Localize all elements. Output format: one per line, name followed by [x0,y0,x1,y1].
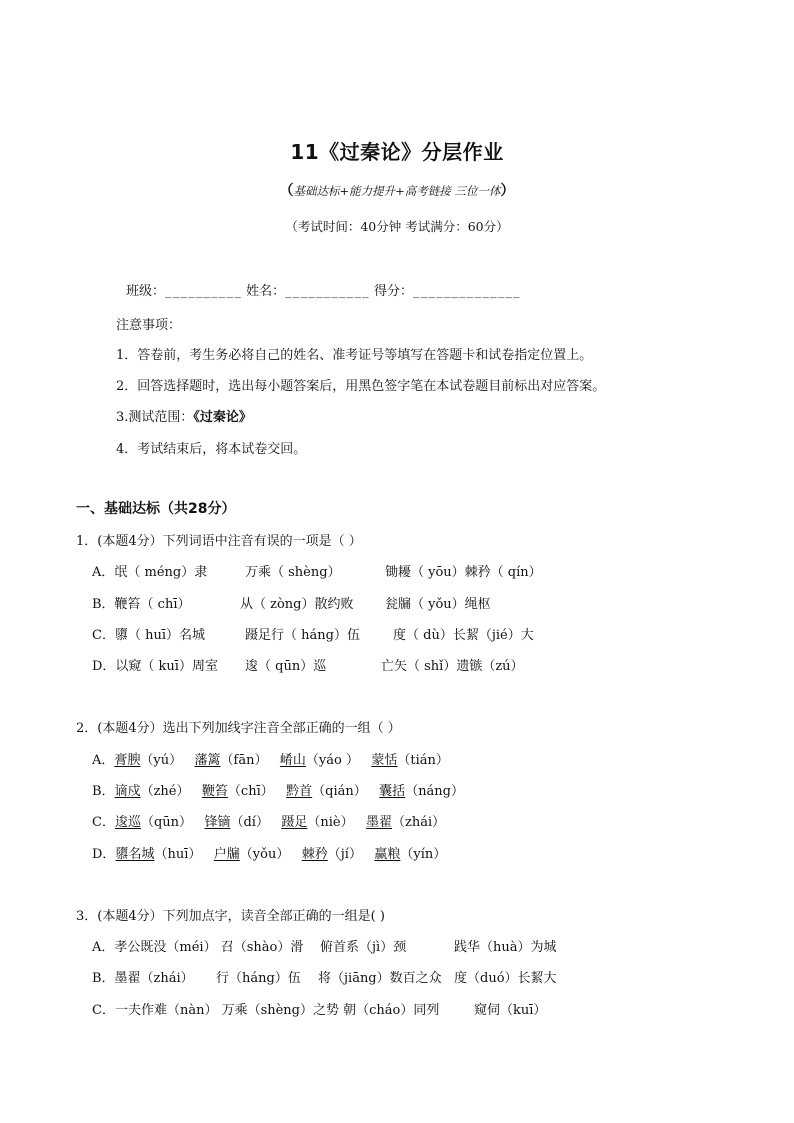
underlined-word: 蹑足 [281,815,308,830]
score-field[interactable]: ______________ [413,284,521,299]
notice-item-1: 1．答卷前，考生务必将自己的姓名、准考证号等填写在答题卡和试卷指定位置上。 [116,348,593,363]
name-label: 姓名： [246,284,286,299]
notice-item-3-prefix: 3.测试范围： [116,410,194,425]
class-label: 班级： [126,284,166,299]
pinyin: （yǒu） [239,847,290,862]
option-letter: D． [92,847,116,862]
notice-item-3-scope: 《过秦论》 [193,410,252,425]
underlined-word: 囊括 [379,784,406,799]
name-field[interactable]: ___________ [285,284,370,299]
underlined-word: 锋镝 [204,815,231,830]
pinyin: （tián） [397,753,449,768]
underlined-word: 谪戍 [114,784,141,799]
option-segment: 逡（ qūn）巡 [245,659,327,674]
option-segment: 度（duó）长絜大 [454,971,557,986]
option-segment: 将（jiāng）数百之众 [318,971,442,986]
pinyin: （zhái） [392,815,446,830]
pinyin: （yáo ） [305,753,359,768]
notice-item-3 [116,406,252,425]
pinyin: （náng） [405,784,465,799]
option-segment: 锄耰（ yōu）棘矜（ qín） [385,565,542,580]
question-3-stem: 3．(本题4分）下列加点字，读音全部正确的一组是( ) [76,909,385,924]
score-label: 得分： [374,284,414,299]
option-segment: C．隳（ huī）名城 [92,628,205,643]
pinyin: （niè） [307,815,354,830]
option-segment: 行（háng）伍 [216,971,301,986]
underlined-word: 鞭笞 [201,784,228,799]
underlined-word: 棘矜 [301,847,328,862]
pinyin: （jí） [327,847,362,862]
option-segment: 亡矢（ shǐ）遗镞（zú） [381,659,524,674]
underlined-word: 墨翟 [366,815,393,830]
notice-heading: 注意事项： [116,318,182,333]
option-letter: B． [92,784,115,799]
exam-info: （考试时间：40分钟 考试满分：60分） [285,219,509,234]
option-segment: 从（ zòng）散约败 [240,597,354,612]
option-segment: 瓮牖（ yǒu）绳枢 [385,597,491,612]
notice-item-2: 2．回答选择题时，选出每小题答案后，用黑色签字笔在本试卷题目前标出对应答案。 [116,379,606,394]
option-segment: 践华（huà）为城 [454,940,557,955]
pinyin: （dí） [230,815,269,830]
underlined-word: 藩篱 [194,753,221,768]
subtitle-text: 基础达标+能力提升+高考链接 三位一体 [293,184,501,198]
option-letter: C． [92,815,115,830]
subtitle-close: ） [500,183,515,199]
question-1-stem: 1．(本题4分）下列词语中注音有误的一项是（ ） [76,534,362,549]
option-segment: 窥伺（kuī） [474,1003,547,1018]
student-info-fields [126,280,521,299]
pinyin: （huī） [154,847,202,862]
section-heading: 一、基础达标（共28分） [76,501,236,517]
notice-item-4: 4．考试结束后，将本试卷交回。 [116,442,307,457]
underlined-word: 蒙恬 [371,753,398,768]
underlined-word: 崤山 [279,753,306,768]
page-title: 11《过秦论》分层作业 [290,140,504,164]
underlined-word: 黔首 [286,784,313,799]
underlined-word: 膏腴 [114,753,141,768]
pinyin: （fān） [220,753,268,768]
option-segment: C．一夫作难（nàn） 万乘（shèng）之势 朝（cháo）同列 [92,1003,440,1018]
pinyin: （qián） [312,784,367,799]
option-segment: B．鞭笞（ chī） [92,597,191,612]
question-2-option-d[interactable] [92,843,446,862]
question-2-option-b[interactable] [92,780,464,799]
question-2-stem: 2．(本题4分）选出下列加线字注音全部正确的一组（ ） [76,721,401,736]
option-segment: 蹑足行（ háng）伍 [245,628,360,643]
pinyin: （yú） [140,753,183,768]
question-2-option-a[interactable] [92,749,449,768]
page-subtitle [0,180,794,200]
pinyin: （zhé） [140,784,190,799]
option-segment: 俯首系（jì）颈 [320,940,407,955]
pinyin: （yín） [400,847,447,862]
pinyin: （qūn） [140,815,193,830]
question-2-option-c[interactable] [92,811,445,830]
option-segment: B．墨翟（zhái） [92,971,194,986]
option-segment: 度（ dù）长絜（jié）大 [393,628,534,643]
option-segment: D．以窥（ kuī）周室 [92,659,218,674]
subtitle-open: （ [279,183,294,199]
option-segment: 万乘（ shèng） [245,565,341,580]
underlined-word: 逡巡 [114,815,141,830]
option-letter: A． [92,753,115,768]
option-segment: A．孝公既没（méi） 召（shào）滑 [92,940,304,955]
option-segment: A．氓（ méng）隶 [92,565,208,580]
underlined-word: 赢粮 [374,847,401,862]
underlined-word: 隳名城 [115,847,155,862]
class-field[interactable]: __________ [165,284,243,299]
underlined-word: 户牖 [213,847,240,862]
pinyin: （chī） [227,784,274,799]
